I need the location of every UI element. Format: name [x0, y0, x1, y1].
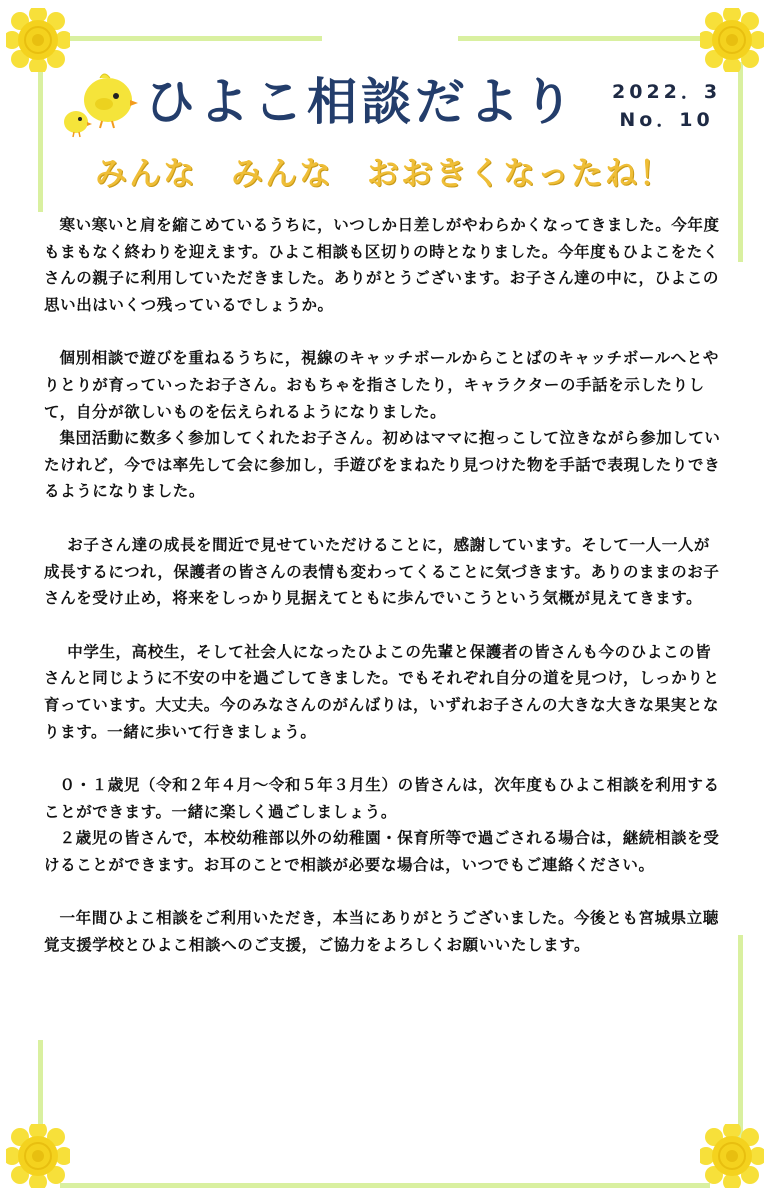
paragraph-next-year: ０・１歳児（令和２年４月～令和５年３月生）の皆さんは，次年度もひよこ相談を利用することができます。一緒に楽しく過ごしましょう。	[44, 776, 720, 821]
paragraph-thanks: お子さん達の成長を間近で見せていただけることに，感謝しています。そして一人一人が成長するにつれ，保護者の皆さんの表情も変わってくることに気づきます。ありのままのお子さんを受け止め，将来をしっかり見据えてともに歩んでいこうという気概が見えてきます。	[44, 535, 720, 608]
paragraph-intro: 寒い寒いと肩を縮こめているうちに，いつしか日差しがやわらかくなってきました。今年度もまもなく終わりを迎えます。ひよこ相談も区切りの時となりました。今年度もひよこをたくさんの親子に利用していただきました。ありがとうございます。お子さん達の中に，ひよこの思い出はいくつ残っているでしょうか。	[44, 216, 720, 314]
sunflower-icon	[6, 1124, 70, 1188]
issue-info	[612, 78, 721, 134]
paragraph-closing: 一年間ひよこ相談をご利用いただき，本当にありがとうございました。今後とも宮城県立聴覚支援学校とひよこ相談へのご支援，ご協力をよろしくお願いいたします。	[44, 909, 719, 955]
sunflower-icon	[700, 1124, 764, 1188]
article-body	[44, 212, 726, 959]
issue-number: No．10	[619, 109, 714, 131]
newsletter-subtitle: みんな みんな おおきくなったね！	[95, 154, 674, 192]
paragraph-group: 集団活動に数多く参加してくれたお子さん。初めはママに抱っこして泣きながら参加していたけれど，今では率先して会に参加し，手遊びをまねたり見つけた物を手話で表現したりできるようになりました。	[44, 429, 721, 501]
frame-bottom	[60, 1183, 710, 1188]
newsletter-header	[0, 0, 770, 192]
paragraph-individual: 個別相談で遊びを重ねるうちに，視線のキャッチボールからことばのキャッチボールへとやりとりが育っていったお子さん。おもちゃを指さしたり，キャラクターの手話を示したりして，自分が欲しいものを伝えられるようになりました。	[44, 349, 719, 421]
newsletter-title: ひよこ相談だより	[145, 73, 577, 131]
chick-icon	[60, 70, 140, 140]
issue-year: 2022．3	[612, 81, 722, 103]
paragraph-two-year-olds: ２歳児の皆さんで，本校幼稚部以外の幼稚園・保育所等で過ごされる場合は，継続相談を受けることができます。お耳のことで相談が必要な場合は，いつでもご連絡ください。	[44, 829, 720, 874]
paragraph-seniors: 中学生，高校生，そして社会人になったひよこの先輩と保護者の皆さんも今のひよこの皆さんと同じように不安の中を過ごしてきました。でもそれぞれ自分の道を見つけ，しっかりと育っています。大丈夫。今のみなさんのがんばりは，いずれお子さんの大きな大きな果実となります。一緒に歩いて行きましょう。	[44, 642, 720, 741]
